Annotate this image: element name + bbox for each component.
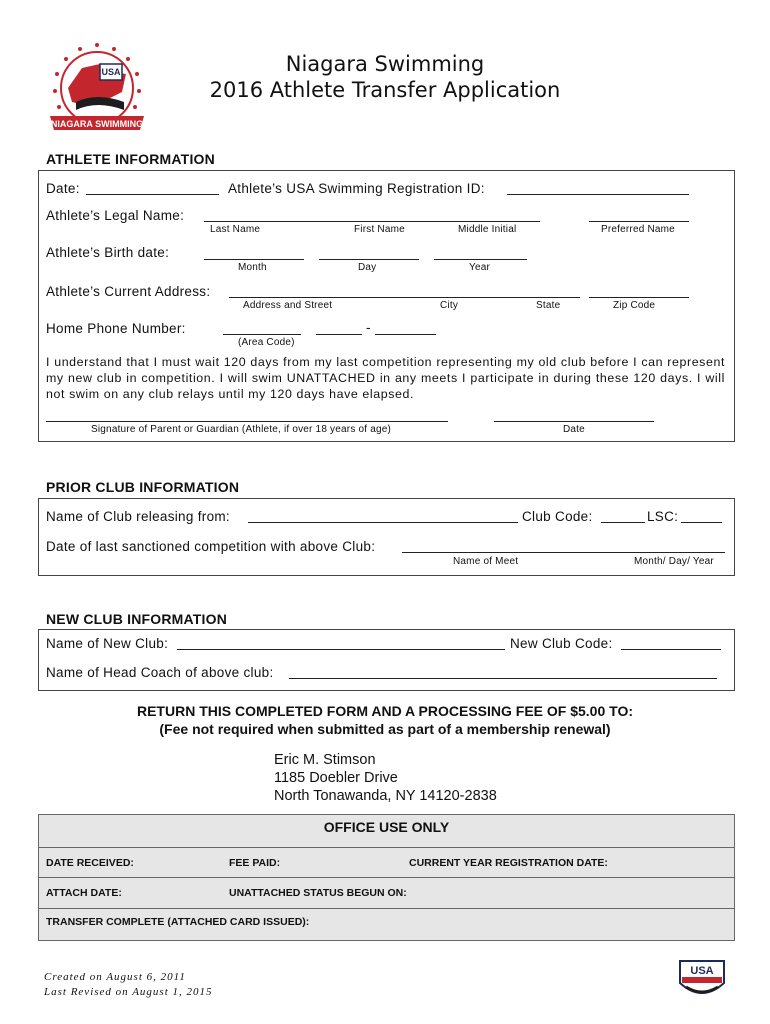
meet-date-caption: Month/ Day/ Year <box>634 556 714 567</box>
city-caption: City <box>440 300 459 311</box>
date-label: Date: <box>46 181 80 196</box>
office-use-title: OFFICE USE ONLY <box>39 815 734 848</box>
prior-club-code-field[interactable] <box>601 522 645 523</box>
form-title-line2: 2016 Athlete Transfer Application <box>209 78 561 102</box>
address-street-caption: Address and Street <box>243 300 333 311</box>
office-row-3 <box>39 909 734 939</box>
signature-field[interactable] <box>46 421 448 422</box>
head-coach-field[interactable] <box>289 678 717 679</box>
new-club-code-label: New Club Code: <box>510 636 613 651</box>
address-street: 1185 Doebler Drive <box>274 770 398 786</box>
niagara-swimming-logo <box>42 40 152 140</box>
date-received-label: DATE RECEIVED: <box>46 857 134 869</box>
day-caption: Day <box>358 262 377 273</box>
usa-logo-text: USA <box>690 965 714 977</box>
new-club-name-label: Name of New Club: <box>46 636 169 651</box>
office-row-1 <box>39 848 734 878</box>
date-field[interactable] <box>86 194 219 195</box>
legal-name-field[interactable] <box>204 221 540 222</box>
legal-name-label: Athlete’s Legal Name: <box>46 208 185 223</box>
signature-date-field[interactable] <box>494 421 654 422</box>
zip-caption: Zip Code <box>613 300 656 311</box>
reg-id-label: Athlete’s USA Swimming Registration ID: <box>228 181 485 196</box>
athlete-section-title: ATHLETE INFORMATION <box>46 151 215 167</box>
area-code-field[interactable] <box>223 334 301 335</box>
address-label: Athlete’s Current Address: <box>46 284 211 299</box>
last-name-caption: Last Name <box>210 224 261 235</box>
new-club-code-field[interactable] <box>621 649 721 650</box>
year-caption: Year <box>469 262 491 273</box>
attach-date-label: ATTACH DATE: <box>46 887 122 899</box>
fee-paid-label: FEE PAID: <box>229 857 281 869</box>
phone-line-field[interactable] <box>375 334 436 335</box>
prior-club-code-label: Club Code: <box>522 509 593 524</box>
unattached-status-label: UNATTACHED STATUS BEGUN ON: <box>229 887 407 899</box>
new-club-name-field[interactable] <box>177 649 505 650</box>
fee-waiver-note: (Fee not required when submitted as part of a membership renewal) <box>159 721 611 737</box>
phone-dash: - <box>366 320 371 335</box>
revised-date: Last Revised on August 1, 2015 <box>44 986 213 998</box>
birth-month-field[interactable] <box>204 259 304 260</box>
address-name: Eric M. Stimson <box>274 752 376 768</box>
last-competition-field[interactable] <box>402 552 725 553</box>
office-row-2 <box>39 878 734 909</box>
first-name-caption: First Name <box>354 224 405 235</box>
current-registration-label: CURRENT YEAR REGISTRATION DATE: <box>409 857 608 869</box>
state-caption: State <box>536 300 561 311</box>
head-coach-label: Name of Head Coach of above club: <box>46 665 274 680</box>
logo-usa-text: USA <box>101 67 121 77</box>
created-date: Created on August 6, 2011 <box>44 971 186 983</box>
preferred-name-caption: Preferred Name <box>601 224 675 235</box>
prior-club-name-label: Name of Club releasing from: <box>46 509 230 524</box>
month-caption: Month <box>238 262 267 273</box>
signature-date-caption: Date <box>563 424 585 435</box>
new-club-section-title: NEW CLUB INFORMATION <box>46 611 228 627</box>
office-use-box <box>38 814 735 941</box>
last-competition-label: Date of last sanctioned competition with above Club: <box>46 539 376 554</box>
lsc-label: LSC: <box>647 509 679 524</box>
return-instructions: RETURN THIS COMPLETED FORM AND A PROCESSING FEE OF $5.00 TO: <box>136 703 633 719</box>
prior-club-section-title: PRIOR CLUB INFORMATION <box>46 479 240 495</box>
phone-prefix-field[interactable] <box>316 334 362 335</box>
transfer-complete-label: TRANSFER COMPLETE (ATTACHED CARD ISSUED): <box>46 916 310 928</box>
area-code-caption: (Area Code) <box>238 337 295 348</box>
address-field[interactable] <box>229 297 580 298</box>
birth-year-field[interactable] <box>434 259 527 260</box>
meet-name-caption: Name of Meet <box>453 556 519 567</box>
logo-badge-text: NIAGARA SWIMMING <box>50 119 144 129</box>
prior-club-name-field[interactable] <box>248 522 518 523</box>
zip-field[interactable] <box>589 297 689 298</box>
phone-label: Home Phone Number: <box>46 321 186 336</box>
address-city: North Tonawanda, NY 14120-2838 <box>274 788 497 804</box>
reg-id-field[interactable] <box>507 194 689 195</box>
signature-caption: Signature of Parent or Guardian (Athlete, if over 18 years of age) <box>91 424 392 435</box>
preferred-name-field[interactable] <box>589 221 689 222</box>
lsc-field[interactable] <box>681 522 722 523</box>
transfer-statement: I understand that I must wait 120 days from my last competition representing my old club before I can represent my new club in competition. I will swim UNATTACHED in any meets I participate in during these 120 days. I will not swim on any club relays until my 120 days have elapsed. <box>46 355 725 401</box>
usa-swimming-logo <box>676 957 728 1003</box>
middle-initial-caption: Middle Initial <box>458 224 517 235</box>
form-title-line1: Niagara Swimming <box>285 52 485 76</box>
birth-day-field[interactable] <box>319 259 419 260</box>
birth-date-label: Athlete’s Birth date: <box>46 245 170 260</box>
mailing-address <box>274 751 497 805</box>
